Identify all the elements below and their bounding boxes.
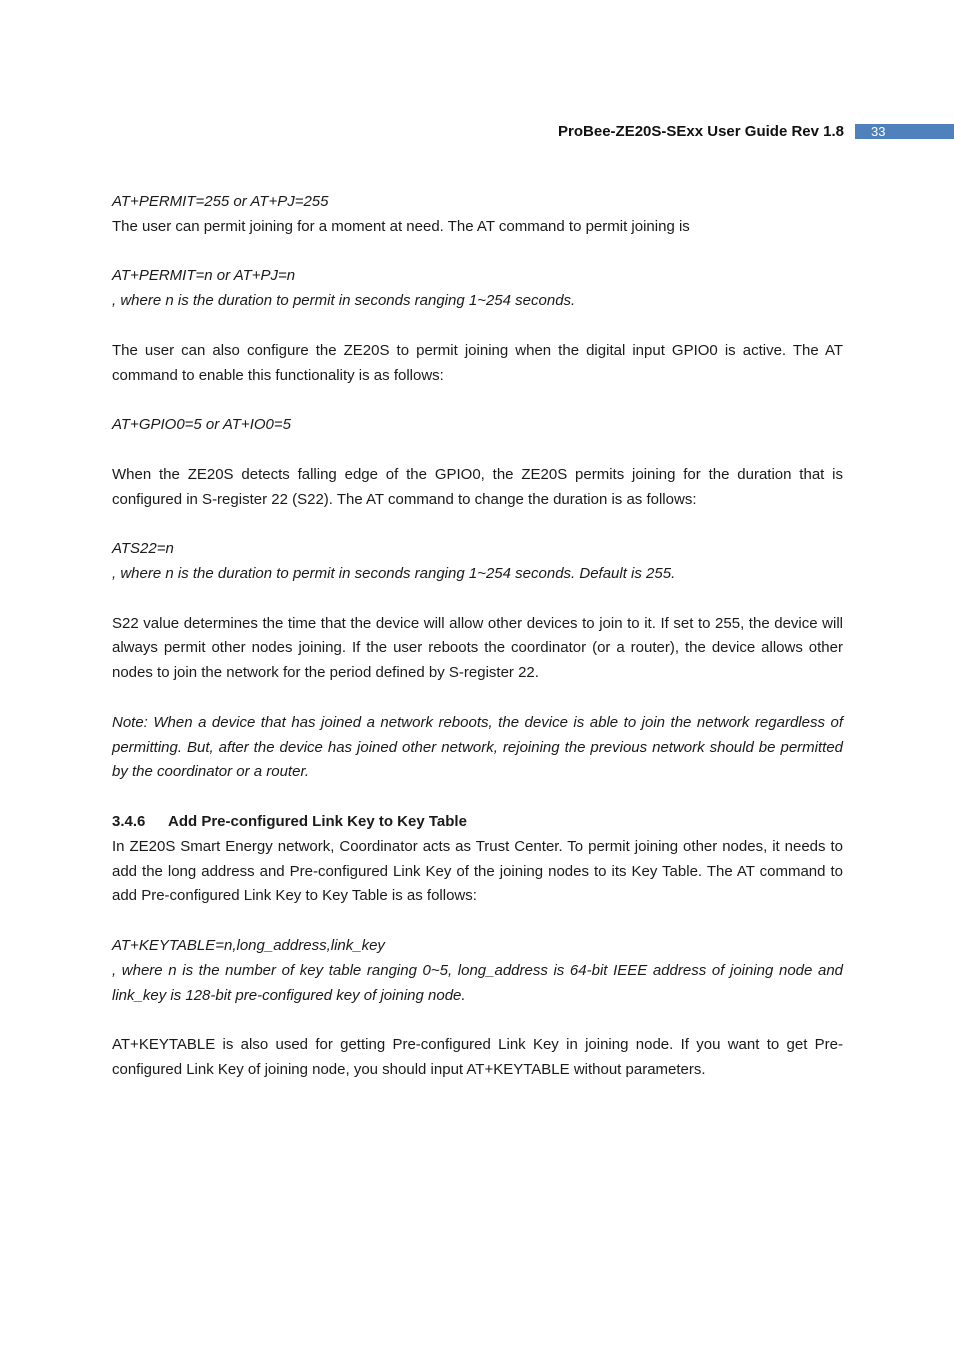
paragraph-keytable-get: AT+KEYTABLE is also used for getting Pre-configured Link Key in joining node. If you want to get Pre-configured Link Key of joining node, you should input AT+KEYTABLE without parameters. [112,1036,843,1078]
command-ats22: ATS22=n [112,540,174,558]
paragraph-s22: S22 value determines the time that the device will allow other devices to join to it. If set to 255, the device will always permit other nodes joining. If the user reboots the coordinator (or a router), the device allows other nodes to join the network for the period defined by S-register 22. [112,614,843,682]
note-permit-n: , where n is the duration to permit in seconds ranging 1~254 seconds. [112,292,576,310]
section-title: Add Pre-configured Link Key to Key Table [168,812,467,830]
note-ats22: , where n is the duration to permit in seconds ranging 1~254 seconds. Default is 255. [112,564,676,582]
command-keytable: AT+KEYTABLE=n,long_address,link_key [112,936,385,954]
document-title: ProBee-ZE20S-SExx User Guide Rev 1.8 [558,122,844,140]
paragraph-trust-center: In ZE20S Smart Energy network, Coordinator acts as Trust Center. To permit joining other nodes, it needs to add the long address and Pre-configured Link Key of the joining nodes to its Key Table. The AT command to add Pre-configured Link Key to Key Table is as follows: [112,837,843,905]
page-header [558,121,954,141]
command-permit-n: AT+PERMIT=n or AT+PJ=n [112,267,296,285]
note-rejoin: Note: When a device that has joined a network reboots, the device is able to join the network regardless of permitting. But, after the device has joined other network, rejoining the previous network should be permitted by the coordinator or a router. [112,713,843,781]
section-heading [112,810,843,835]
paragraph-falling-edge: When the ZE20S detects falling edge of the GPIO0, the ZE20S permits joining for the duration that is configured in S-register 22 (S22). The AT command to change the duration is as follows: [112,465,843,508]
page-number: 33 [855,124,954,139]
page-body [112,190,843,1083]
command-permit-255: AT+PERMIT=255 or AT+PJ=255 [112,193,329,210]
paragraph-permit-moment: The user can permit joining for a moment at need. The AT command to permit joining is [112,217,690,235]
paragraph-gpio-config: The user can also configure the ZE20S to permit joining when the digital input GPIO0 is active. The AT command to enable this functionality is as follows: [112,341,843,384]
note-keytable: , where n is the number of key table ranging 0~5, long_address is 64-bit IEEE address of joining node and link_key is 128-bit pre-configured key of joining node. [112,961,843,1004]
section-number: 3.4.6 [112,812,146,830]
command-gpio: AT+GPIO0=5 or AT+IO0=5 [112,416,291,434]
